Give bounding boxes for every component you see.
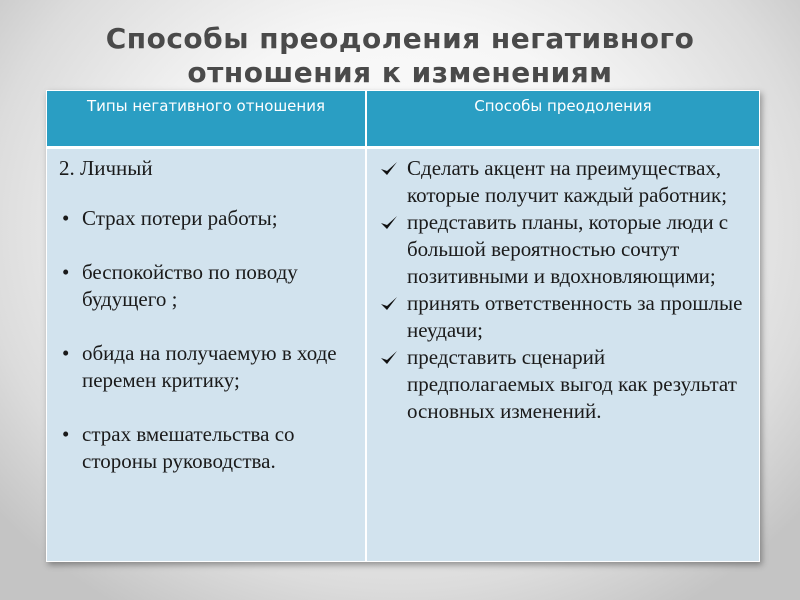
types-list <box>59 205 355 475</box>
type-item <box>59 340 355 394</box>
method-text: Сделать акцент на преимуществах, которые получит каждый работник; <box>407 156 728 207</box>
method-text: принять ответственность за прошлые неудачи; <box>407 291 743 342</box>
methods-list <box>379 155 751 425</box>
comparison-table <box>46 90 760 562</box>
checkmark-icon <box>379 348 399 368</box>
method-item <box>379 155 751 209</box>
method-text: представить планы, которые люди с большой вероятностью сочтут позитивными и вдохновляющими; <box>407 210 729 288</box>
bullet-icon: • <box>62 341 70 365</box>
method-text: представить сценарий предполагаемых выгод как результат основных изменений. <box>407 345 737 423</box>
type-text: обида на получаемую в ходе перемен критику; <box>82 341 337 392</box>
header-types: Типы негативного отношения <box>47 91 367 149</box>
type-text: страх вмешательства со стороны руководства. <box>82 422 295 473</box>
method-item <box>379 344 751 425</box>
bullet-icon: • <box>62 422 70 446</box>
category-label: 2. Личный <box>59 156 153 180</box>
method-item <box>379 290 751 344</box>
checkmark-icon <box>379 159 399 179</box>
bullet-icon: • <box>62 206 70 230</box>
type-item <box>59 259 355 313</box>
slide-title <box>40 22 760 90</box>
checkmark-icon <box>379 213 399 233</box>
bullet-icon: • <box>62 260 70 284</box>
type-text: Страх потери работы; <box>82 206 278 230</box>
types-cell <box>47 149 367 561</box>
checkmark-icon <box>379 294 399 314</box>
title-line-2: отношения к изменениям <box>187 56 613 89</box>
type-item <box>59 205 355 232</box>
title-line-1: Способы преодоления негативного <box>105 22 695 55</box>
method-item <box>379 209 751 290</box>
methods-cell <box>367 149 759 561</box>
type-item <box>59 421 355 475</box>
type-text: беспокойство по поводу будущего ; <box>82 260 298 311</box>
header-methods: Способы преодоления <box>367 91 759 149</box>
